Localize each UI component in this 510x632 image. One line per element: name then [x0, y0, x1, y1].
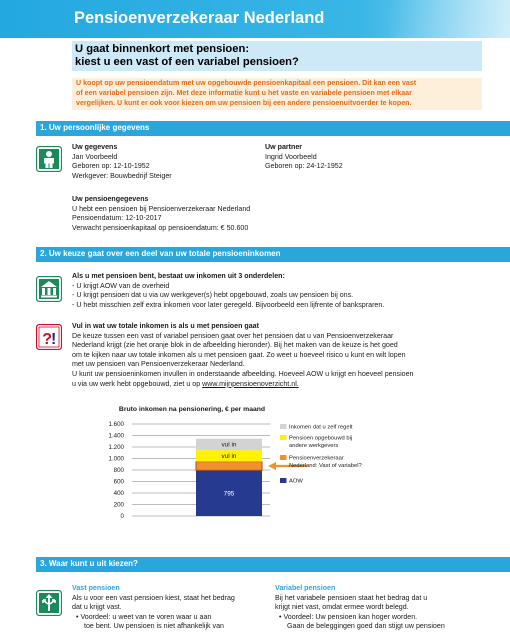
income-parts-block — [72, 272, 492, 310]
y-tick-label: 1.600 — [108, 421, 124, 429]
variabel-pensioen-heading: Variabel pensioen — [275, 584, 336, 592]
page-header — [0, 0, 510, 38]
header-decoration — [390, 0, 510, 38]
uw-gegevens-heading: Uw gegevens — [72, 143, 118, 151]
pension-line-1: U hebt een pensioen bij Pensioenverzekeraar Nederland — [72, 204, 251, 213]
chart-title: Bruto inkomen na pensionering, € per maand — [118, 406, 266, 413]
income-chart-svg — [92, 402, 432, 520]
section-3-header — [36, 557, 510, 572]
pension-data-block — [72, 195, 402, 233]
y-tick-label: 400 — [113, 490, 124, 498]
uw-gegevens-employer: Werkgever: Bouwbedrijf Steiger — [72, 171, 172, 180]
legend-swatch-3 — [280, 478, 287, 483]
section-2-title: 2. Uw keuze gaat over een deel van uw totale pensioeninkomen — [40, 249, 281, 258]
vast-line-1: Als u voor een vast pensioen kiest, staat het bedrag — [72, 593, 235, 602]
legend-swatch-1 — [280, 435, 287, 440]
section-2-header — [36, 247, 510, 262]
question-exclamation-icon — [36, 324, 62, 350]
legend-label-3-0: AOW — [289, 478, 303, 485]
income-part-3: - U hebt misschien zelf extra inkomen voor later geregeld. Bijvoorbeeld een lijfrente of bankspraren. — [72, 300, 385, 309]
partner-name: Ingrid Voorbeeld — [265, 152, 317, 161]
total-income-block — [72, 322, 502, 389]
mijnpensioenoverzicht-link[interactable]: www.mijnpensioenoverzicht.nl. — [202, 379, 299, 388]
legend-label-1-0: Pensioen opgebouwd bij — [289, 435, 353, 442]
vast-bullet-2: toe bent. Uw pensioen is niet afhankelijk van — [84, 622, 224, 631]
pension-line-2: Pensioendatum: 12-10-2017 — [72, 214, 162, 223]
total-income-line-6 — [72, 380, 502, 390]
bar-label-2: vul in — [221, 453, 237, 461]
variabel-bullet-1: • Voordeel: Uw pensioen kan hoger worden. — [279, 612, 418, 621]
variabel-line-2: krijgt niet vast, omdat ermee wordt belegd. — [275, 603, 409, 612]
y-tick-label: 800 — [113, 467, 124, 475]
intro-box — [72, 78, 482, 110]
pension-line-3: Verwacht pensioenkapitaal op pensioendatum: € 50.600 — [72, 223, 249, 232]
legend-label-0-0: Inkomen dat u zelf regelt — [289, 424, 353, 431]
bar-label-0: 795 — [223, 490, 235, 498]
section-1-header — [36, 121, 510, 136]
y-tick-label: 1.400 — [108, 432, 124, 440]
pointer-arrow-head — [268, 462, 276, 470]
income-chart — [92, 402, 432, 520]
pension-heading: Uw pensioengegevens — [72, 195, 149, 203]
total-income-line-4: met uw pensioen van Pensioenverzekeraar Nederland. — [72, 360, 245, 369]
total-income-heading: Vul in wat uw totale inkomen is als u met pensioen gaat — [72, 322, 259, 330]
vast-bullet-1: • Voordeel: u weet van te voren waar u aan — [76, 612, 212, 621]
total-income-line-5: U kunt uw pensioeninkomen invullen in onderstaande afbeelding. Hoeveel AOW u krijgt en hoeveel pensioen — [72, 369, 414, 378]
legend-swatch-0 — [280, 424, 287, 429]
vast-pensioen-block — [72, 584, 267, 632]
total-income-line-2: Nederland krijgt (zie het oranje blok in de afbeelding hieronder). Bij het maken van de keuze is het goed — [72, 341, 398, 350]
partner-born: Geboren op: 24-12-1952 — [265, 162, 343, 171]
subheader — [72, 41, 482, 71]
section-1-title: 1. Uw persoonlijke gegevens — [40, 123, 150, 132]
partner-heading: Uw partner — [265, 143, 303, 151]
page-title: Pensioenverzekeraar Nederland — [74, 9, 325, 27]
bank-icon — [36, 276, 62, 302]
legend-swatch-2 — [280, 455, 287, 460]
vast-line-2: dat u krijgt vast. — [72, 603, 122, 612]
svg-text:!: ! — [51, 331, 57, 348]
total-income-line-1: De keuze tussen een vast of variabel pensioen gaat over het pensioen dat u van Pensioenverzekeraar — [72, 331, 394, 340]
uw-gegevens-block — [72, 143, 262, 181]
y-tick-label: 1.000 — [108, 455, 124, 463]
income-part-1: - U krijgt AOW van de overheid — [72, 281, 170, 290]
variabel-bullet-2: Gaan de beleggingen goed dan stijgt uw pensioen — [287, 622, 445, 631]
signpost-icon — [36, 590, 62, 616]
uw-gegevens-born: Geboren op: 12-10-1952 — [72, 162, 150, 171]
uw-gegevens-name: Jan Voorbeeld — [72, 152, 118, 161]
y-tick-label: 600 — [113, 478, 124, 486]
svg-text:?: ? — [42, 331, 52, 348]
intro-line-1: U koopt op uw pensioendatum met uw opgebouwde pensioenkapitaal een pensioen. Dit kan een vast — [76, 79, 417, 87]
bar-segment-1 — [196, 462, 262, 471]
legend-label-2-0: Pensioenverzekeraar — [289, 455, 344, 462]
partner-block — [265, 143, 465, 172]
total-income-line-3: om te kijken naar uw totale inkomen als u met pensioen gaat. Zo weet u hoeveel risico u kunt en wilt lopen — [72, 350, 406, 359]
y-tick-label: 200 — [113, 501, 124, 509]
intro-line-2: of een variabel pensioen zijn. Met deze informatie kunt u het vaste en variabele pensioen met elkaar — [76, 88, 412, 97]
legend-label-1-1: andere werkgevers — [289, 442, 339, 449]
y-tick-label: 0 — [120, 513, 124, 520]
person-icon — [36, 146, 62, 172]
intro-line-3: vergelijken. U kunt er ook voor kiezen om uw pensioen bij een andere pensioenuitvoerder te kopen. — [76, 98, 412, 107]
income-parts-heading: Als u met pensioen bent, bestaat uw inkomen uit 3 onderdelen: — [72, 272, 285, 280]
variabel-line-1: Bij het variabele pensioen staat het bedrag dat u — [275, 593, 428, 602]
y-tick-label: 1.200 — [108, 444, 124, 452]
vast-pensioen-heading: Vast pensioen — [72, 584, 120, 592]
subheader-line-1: U gaat binnenkort met pensioen: — [75, 43, 250, 55]
bar-label-3: vul in — [221, 441, 237, 449]
legend-label-2-1: Nederland: Vast of variabel? — [289, 462, 362, 469]
income-part-2: - U krijgt pensioen dat u via uw werkgever(s) hebt opgebouwd, zoals uw pensioen bij ons. — [72, 291, 354, 300]
subheader-line-2: kiest u een vast of een variabel pensioen? — [75, 56, 299, 68]
total-income-line-6-prefix: u via uw werk hebt opgebouwd, ziet u op — [72, 379, 203, 388]
section-3-title: 3. Waar kunt u uit kiezen? — [40, 559, 138, 568]
variabel-pensioen-block — [275, 584, 495, 632]
